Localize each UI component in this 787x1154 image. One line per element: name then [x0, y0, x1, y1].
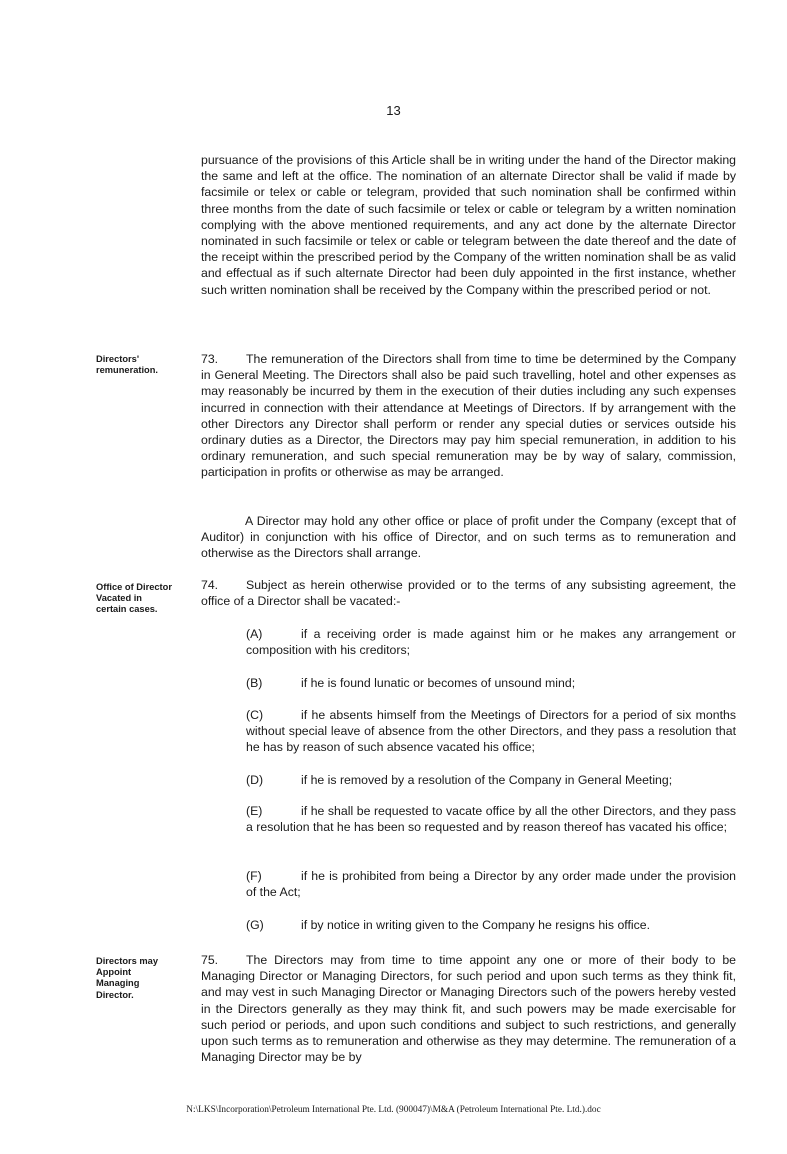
clause-c [246, 707, 736, 756]
article-75 [201, 952, 736, 1065]
margin-note-office-vacated: Office of Director Vacated in certain cases. [96, 582, 172, 615]
clause-label: (A) [246, 627, 263, 641]
clause-label: (B) [246, 676, 263, 690]
margin-note-directors-remuneration: Directors' remuneration. [96, 354, 158, 376]
clause-d [246, 772, 736, 788]
clause-text: if he is found lunatic or becomes of unsound mind; [301, 676, 576, 690]
document-path-footer: N:\LKS\Incorporation\Petroleum International Pte. Ltd. (900047)\M&A (Petroleum International Pte. Ltd.).doc [186, 1105, 601, 1115]
continuation-paragraph: pursuance of the provisions of this Article shall be in writing under the hand of the Director making the same and left at the office. The nomination of an alternate Director shall be valid if made by facsimile or telex or cable or telegram, provided that such nomination shall be confirmed within three months from the date of such facsimile or telex or cable or telegram by a written nomination complying with the above mentioned requirements, and any act done by the alternate Director nominated in such facsimile or telex or cable or telegram between the date thereof and the date of the receipt within the prescribed period by the Company of the written nomination shall be as valid and effectual as if such alternate Director had been duly appointed in the first instance, whether such written nomination shall be received by the Company within the prescribed period or not. [201, 153, 736, 297]
clause-label: (G) [246, 918, 264, 932]
article-text: The remuneration of the Directors shall from time to time be determined by the Company in General Meeting. The Directors shall also be paid such travelling, hotel and other expenses as may reasonably be incurred by them in the execution of their duties including any such expenses incurred in connection with their attendance at Meetings of Directors. If by arrangement with the other Directors any Director shall perform or render any special duties or services outside his ordinary duties as a Director, the Directors may pay him special remuneration, in addition to his ordinary remuneration, and such special remuneration may be by way of salary, commission, participation in profits or otherwise as may be arranged. [201, 352, 736, 480]
clause-text: if a receiving order is made against him or he makes any arrangement or composition with his creditors; [246, 627, 736, 658]
clause-a [246, 626, 736, 658]
clause-text: if he absents himself from the Meetings of Directors for a period of six months without special leave of absence from the other Directors, and they pass a resolution that he has by reason of such absence vacated his office; [246, 708, 736, 755]
clause-g [246, 917, 736, 933]
clause-e [246, 803, 736, 835]
page-number: 13 [386, 103, 401, 118]
article-73 [201, 351, 736, 481]
margin-note-managing-director: Directors may Appoint Managing Director. [96, 956, 159, 1000]
article-text: The Directors may from time to time appoint any one or more of their body to be Managing Director or Managing Directors, for such period and upon such terms as they think fit, and may vest in such Managing Director or Managing Directors such of the powers hereby vested in the Directors generally as they may think fit, and such powers may be made exercisable for such period or periods, and upon such conditions and subject to such restrictions, and generally upon such terms as to remuneration and otherwise as they may determine. The remuneration of a Managing Director may be by [201, 953, 736, 1065]
clause-text: if he shall be requested to vacate office by all the other Directors, and they pass a resolution that he has been so requested and by reason thereof has vacated his office; [246, 804, 736, 835]
clause-label: (D) [246, 773, 264, 787]
article-number: 75. [201, 953, 219, 967]
article-number: 74. [201, 578, 219, 592]
article-number: 73. [201, 352, 219, 366]
clause-label: (E) [246, 804, 263, 818]
clause-label: (C) [246, 708, 264, 722]
clause-text: if by notice in writing given to the Company he resigns his office. [301, 918, 651, 932]
article-text: Subject as herein otherwise provided or to the terms of any subsisting agreement, the office of a Director shall be vacated:- [201, 578, 736, 609]
clause-text: if he is prohibited from being a Director by any order made under the provision of the Act; [246, 869, 736, 900]
clause-label: (F) [246, 869, 262, 883]
article-74 [201, 577, 736, 609]
article-73-paragraph-2: A Director may hold any other office or place of profit under the Company (except that of Auditor) in conjunction with his office of Director, and on such terms as to remuneration and otherwise as the Directors shall arrange. [201, 514, 736, 561]
clause-text: if he is removed by a resolution of the Company in General Meeting; [301, 773, 673, 787]
clause-b [246, 675, 736, 691]
clause-f [246, 868, 736, 900]
